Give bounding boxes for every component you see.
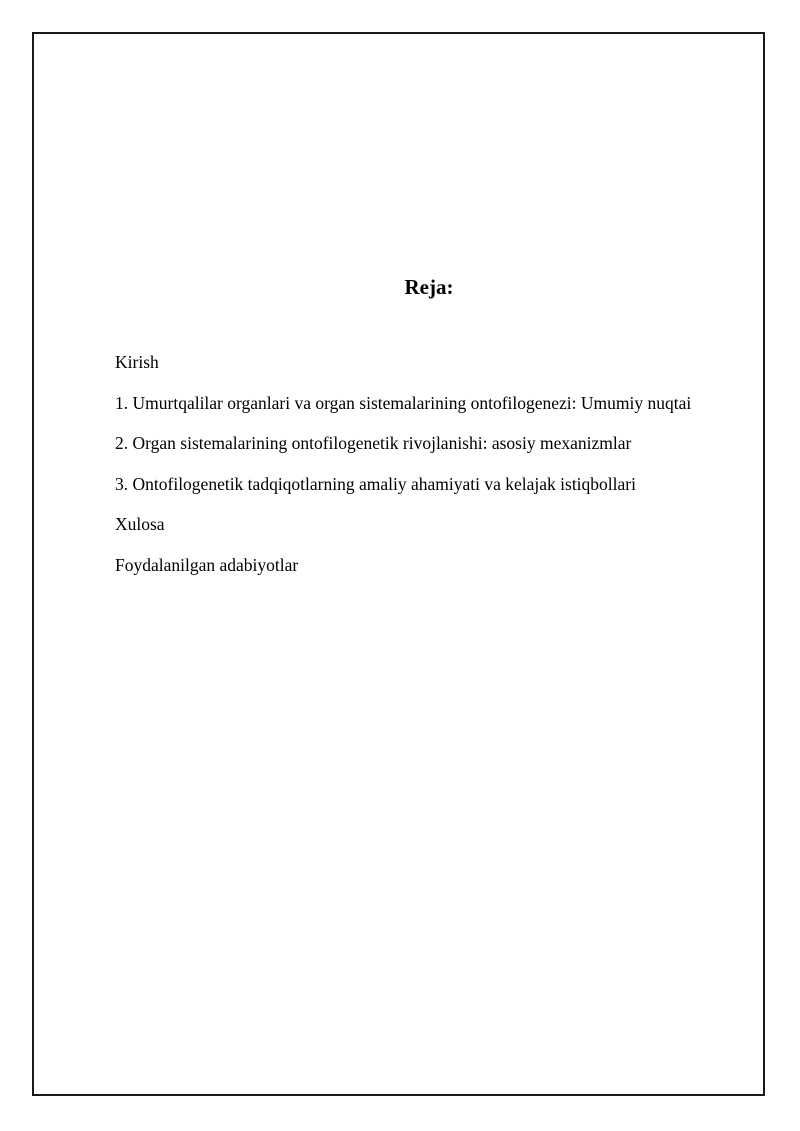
toc-item-chapter-1: 1. Umurtqalilar organlari va organ sistemalarining ontofilogenezi: Umumiy nuqtai [115, 392, 692, 413]
toc-item-introduction: Kirish [115, 352, 159, 372]
toc-item-chapter-2: 2. Organ sistemalarining ontofilogenetik rivojlanishi: asosiy mexanizmlar [115, 433, 632, 453]
toc-item-references: Foydalanilgan adabiyotlar [115, 554, 299, 575]
toc-item-conclusion: Xulosa [115, 514, 165, 534]
page-title: Reja: [404, 275, 454, 299]
table-of-contents [115, 351, 755, 594]
toc-item-chapter-3: 3. Ontofilogenetik tadqiqotlarning amaliy ahamiyati va kelajak istiqbollari [115, 473, 636, 494]
